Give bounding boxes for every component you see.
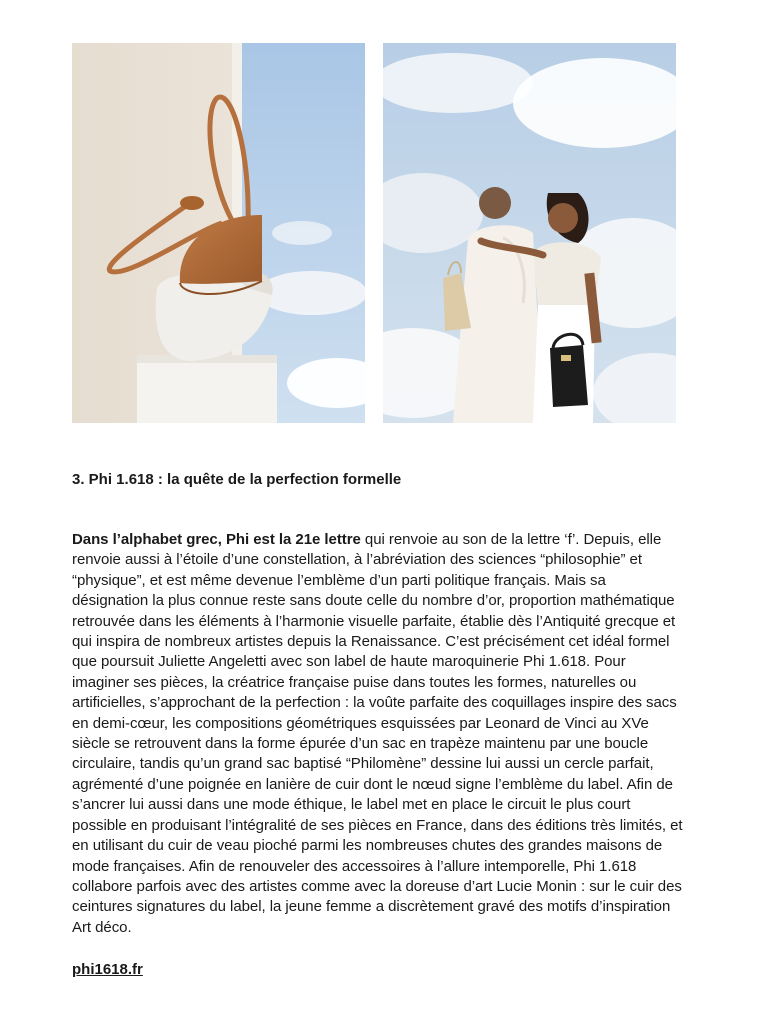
product-photo-two-women — [383, 43, 676, 423]
paragraph-text: qui renvoie au son de la lettre ‘f’. Depuis, elle renvoie aussi à l’étoile d’une constellation, à l’abréviation des sciences “philosophie” et “physique”, et est même devenue l’emblème d’un parti politique français. Mais sa désignation la plus connue reste sans doute celle du nombre d’or, proportion mathématique retrouvée dans les éléments à l’harmonie visuelle parfaite, établie dès l’Antiquité grecque et qui inspira de nombreux artistes depuis la Renaissance. C’est précisément cet idéal formel que poursuit Juliette Angeletti avec son label de haute maroquinerie Phi 1.618. Pour imaginer ses pièces, la créatrice française puise dans toutes les formes, naturelles ou artificielles, s’approchant de la perfection : la voûte parfaite des coquillages inspire des sacs en demi-cœur, les compositions géométriques esquissées par Leonard de Vinci au XVe siècle se retrouvent dans la forme épurée d’un sac en trapèze maintenu par une boucle circulaire, tandis qu’un grand sac baptisé “Philomène” dessine lui aussi un cercle parfait, agrémenté d’une poignée en lanière de cuir dont le nœud signe l’emblème du label. Afin de s’ancrer lui aussi dans une mode éthique, le label met en place le circuit le plus court possible en produisant l’intégralité de ses pièces en France, dans des éditions très limités, et en utilisant du cuir de veau pioché parmi les nombreuses chutes des grandes maisons de mode françaises. Afin de renouveler des accessoires à l’allure intemporelle, Phi 1.618 collabore parfois avec des artistes comme avec la doreuse d’art Lucie Monin : sur le cuir des ceintures signatures du label, la jeune femme a discrètement gravé des motifs d’inspiration Art déco. — [72, 531, 683, 936]
section-heading: 3. Phi 1.618 : la quête de la perfection formelle — [72, 471, 402, 488]
photo-row — [72, 43, 676, 423]
website-link[interactable]: phi1618.fr — [72, 961, 143, 978]
article-paragraph — [72, 530, 684, 938]
product-photo-bag-sculpture — [72, 43, 365, 423]
paragraph-lead: Dans l’alphabet grec, Phi est la 21e lettre — [72, 531, 361, 548]
